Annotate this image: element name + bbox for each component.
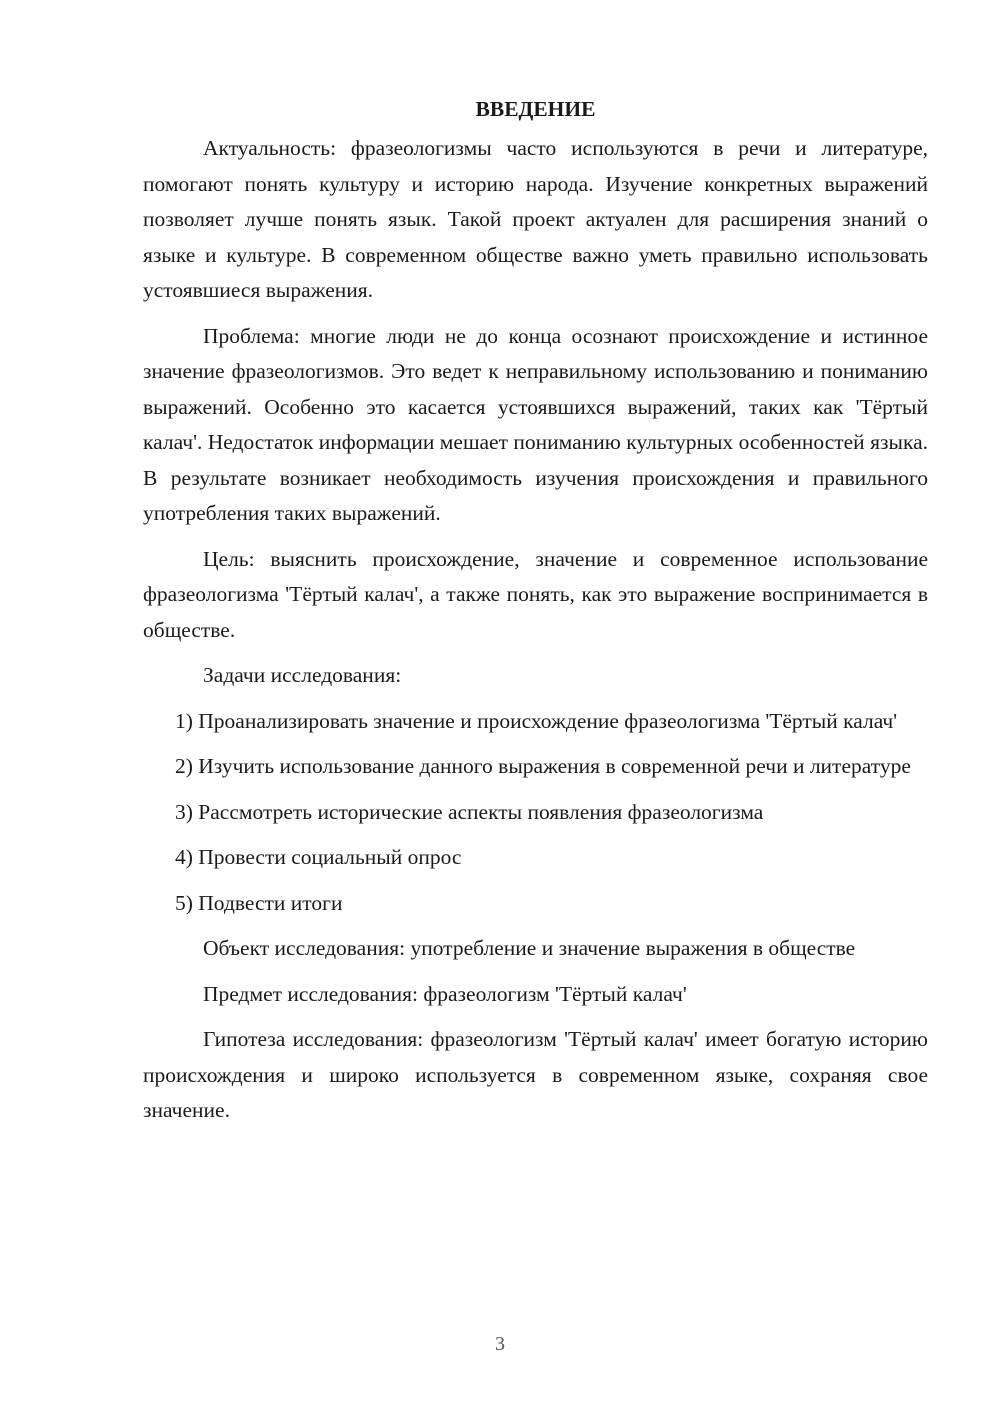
subject-paragraph: Предмет исследования: фразеологизм 'Тёртый калач'	[203, 981, 687, 1006]
goal-paragraph: Цель: выяснить происхождение, значение и современное использование фразеологизма 'Тёртый калач', а также понять, как это выражение воспринимается в обществе.	[143, 546, 928, 642]
task-item: 2) Изучить использование данного выражения в современной речи и литературе	[175, 754, 911, 778]
document-page	[143, 92, 928, 1139]
problem-paragraph: Проблема: многие люди не до конца осознают происхождение и истинное значение фразеологизмов. Это ведет к неправильному использованию и пониманию выражений. Особенно это касается устоявшихся выражений, таких как 'Тёртый калач'. Недостаток информации мешает пониманию культурных особенностей языка. В результате возникает необходимость изучения происхождения и правильного употребления таких выражений.	[143, 323, 928, 525]
tasks-heading: Задачи исследования:	[203, 663, 402, 687]
task-item: 4) Провести социальный опрос	[175, 845, 462, 869]
page-number: 3	[495, 1333, 505, 1355]
page-title: ВВЕДЕНИЕ	[475, 97, 596, 121]
object-paragraph: Объект исследования: употребление и значение выражения в обществе	[203, 936, 856, 960]
hypothesis-paragraph: Гипотеза исследования: фразеологизм 'Тёртый калач' имеет богатую историю происхождения и широко используется в современном языке, сохраняя свое значение.	[143, 1027, 928, 1122]
task-item: 3) Рассмотреть исторические аспекты появления фразеологизма	[175, 799, 764, 824]
task-item: 5) Подвести итоги	[175, 890, 343, 915]
relevance-paragraph: Актуальность: фразеологизмы часто используются в речи и литературе, помогают понять культуру и историю народа. Изучение конкретных выражений позволяет лучше понять язык. Такой проект актуален для расширения знаний о языке и культуре. В современном обществе важно уметь правильно использовать устоявшиеся выражения.	[143, 136, 928, 302]
task-item: 1) Проанализировать значение и происхождение фразеологизма 'Тёртый калач'	[175, 708, 898, 733]
